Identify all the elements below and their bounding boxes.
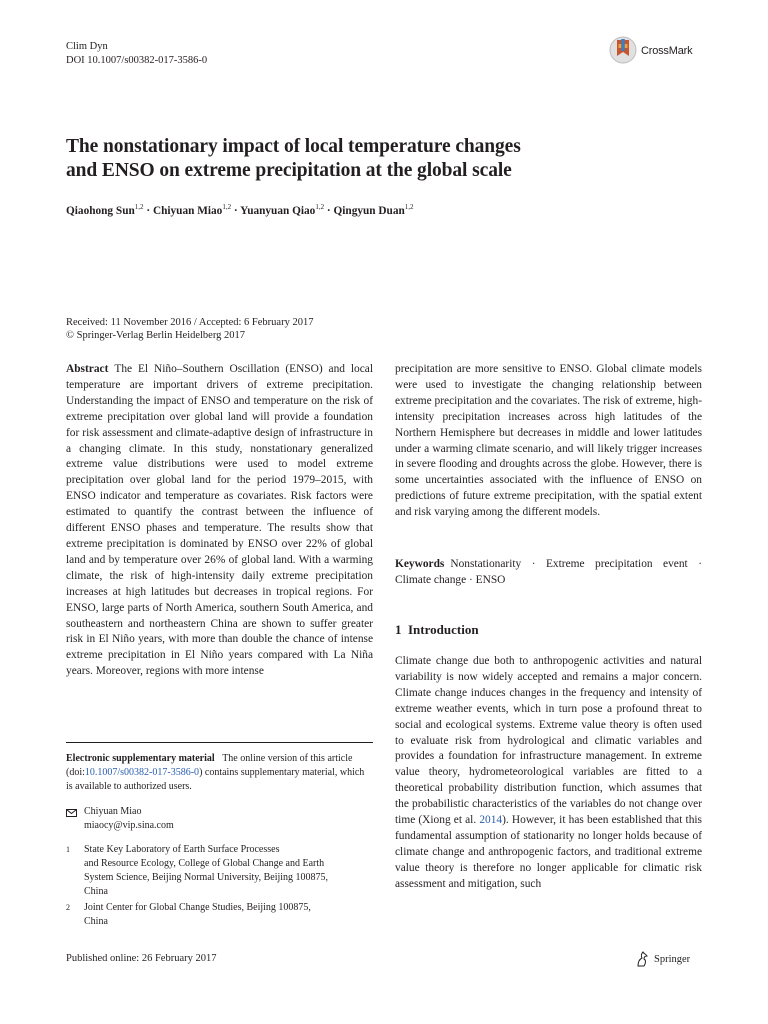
esm-text-1: The online version of this article (doi: — [66, 753, 353, 778]
affiliation-line: China — [84, 886, 108, 897]
affiliation-2 — [66, 901, 366, 929]
affiliation-line: State Key Laboratory of Earth Surface Processes — [84, 844, 280, 855]
journal-header — [66, 40, 207, 68]
doi: DOI 10.1007/s00382-017-3586-0 — [66, 55, 208, 66]
corresponding-author — [66, 805, 366, 833]
citation-link[interactable]: 2014 — [479, 814, 503, 827]
received-accepted: Received: 11 November 2016 / Accepted: 6 February 2017 — [66, 317, 314, 328]
esm-doi-link[interactable]: 10.1007/s00382-017-3586-0 — [84, 767, 200, 778]
author-name: Yuanyuan Qiao — [240, 204, 316, 217]
author-affiliation: 1,2 — [315, 203, 325, 211]
author-separator: · — [233, 204, 241, 217]
esm-note — [66, 752, 366, 794]
keywords — [395, 557, 702, 589]
abstract-label: Abstract — [66, 363, 109, 375]
author-separator: · — [146, 204, 153, 217]
section-title: Introduction — [408, 622, 479, 637]
section-number: 1 — [395, 622, 402, 637]
affiliation-line: Joint Center for Global Change Studies, Beijing 100875, — [84, 902, 311, 913]
author-list — [66, 203, 626, 217]
crossmark-badge[interactable] — [609, 33, 719, 69]
corresponding-name: Chiyuan Miao — [84, 806, 142, 817]
title-line-2: and ENSO on extreme precipitation at the global scale — [66, 160, 512, 181]
affiliation-number: 1 — [66, 845, 70, 854]
introduction-text — [395, 654, 702, 893]
affiliation-line: and Resource Ecology, College of Global Change and Earth — [84, 858, 325, 869]
author-name: Chiyuan Miao — [152, 204, 223, 217]
author-name: Qingyun Duan — [333, 204, 405, 217]
footnote-divider — [66, 742, 373, 743]
esm-label: Electronic supplementary material — [66, 753, 215, 764]
author-affiliation: 1,2 — [134, 203, 144, 211]
publisher-name: Springer — [654, 953, 691, 965]
affiliation-line: China — [84, 916, 108, 927]
published-online: Published online: 26 February 2017 — [66, 953, 217, 964]
intro-text-1: Climate change due both to anthropogenic activities and natural variability is now widely accepted and remains a major concern. Climate change induces changes in the frequency and intensity of extreme weather events, which in turn pose a profound threat to social and ecological systems. Extreme value theory is often used to evaluate risk from hydrological and climatic variables and provides a foundation for infrastructure management. In extreme value theory, hydrometeorological variables are fitted to a theoretical probability distribution function, which assumes that the probabilistic characteristics of the variables do not change over time (Xiong et al. — [395, 655, 702, 827]
crossmark-label: CrossMark — [641, 45, 693, 57]
keywords-label: Keywords — [395, 558, 445, 570]
keywords-text: Nonstationarity · Extreme precipitation event · Climate change · ENSO — [395, 558, 702, 586]
springer-logo — [635, 951, 690, 967]
journal-name: Clim Dyn — [66, 41, 108, 52]
affiliation-number: 2 — [66, 903, 70, 912]
publication-dates — [66, 316, 313, 342]
mail-icon — [66, 809, 77, 817]
author-name: Qiaohong Sun — [66, 204, 135, 217]
author-affiliation: 1,2 — [222, 203, 232, 211]
title-line-1: The nonstationary impact of local temperature changes — [66, 136, 521, 157]
abstract-left — [66, 362, 373, 680]
intro-text-2: ). However, it has been established that this fundamental assumption of stationarity no longer holds because of climate change and anthropogenic factors, and traditional extreme value theory is therefore no longer applicable for climatic risk assessment and mitigation, such — [395, 814, 702, 890]
section-heading — [395, 622, 479, 638]
corresponding-email[interactable]: miaocy@vip.sina.com — [84, 820, 174, 831]
esm-text-2: ) contains supplementary material, which is available to authorized users. — [66, 767, 365, 792]
abstract-right — [395, 362, 702, 521]
author-separator: · — [326, 204, 334, 217]
springer-horse-icon — [635, 951, 649, 967]
author-affiliation: 1,2 — [404, 203, 414, 211]
affiliation-line: System Science, Beijing Normal University, Beijing 100875, — [84, 872, 329, 883]
crossmark-icon — [609, 34, 637, 68]
abstract-text-right: precipitation are more sensitive to ENSO. Global climate models were used to investigate the changing relationship between extreme precipitation and the covariates. The risk of extreme, high-intensity precipitation increases across high latitudes of the Northern Hemisphere but decreases in middle and lower latitudes under a warming climate scenario, and will likely trigger increases in severe flooding and droughts across the globe. However, there is some uncertainties associated with the influence of ENSO on predictions of future extreme precipitation, with the spatial extent and risk varying among the different models. — [395, 363, 702, 519]
affiliation-1 — [66, 843, 366, 899]
copyright: © Springer-Verlag Berlin Heidelberg 2017 — [66, 330, 246, 341]
abstract-text-left: The El Niño–Southern Oscillation (ENSO) and local temperature are important drivers of extreme precipitation. Understanding the impact of ENSO and temperature on the risk of extreme precipitation over global land will provide a foundation for risk assessment and climate-adaptive design of infrastructure in a changing climate. In this study, nonstationary generalized extreme value distributions were used to model extreme precipitation over global land for the period 1979–2015, with ENSO indicator and temperature as covariates. Risk factors were estimated to quantify the contrast between the influence of different ENSO phases and temperature. The results show that extreme precipitation is dominated by ENSO over 22% of global land and by temperature over 26% of global land. With a warming climate, the risk of high-intensity daily extreme precipitation increases at high latitudes but decreases in tropical regions. For ENSO, large parts of North America, southern South America, and southeastern and northeastern China are shown to suffer greater risk in El Niño years, with more than double the chance of intense extreme precipitation in El Niño years compared with La Niña years. Moreover, regions with more intense — [66, 363, 373, 678]
paper-title — [66, 135, 626, 183]
